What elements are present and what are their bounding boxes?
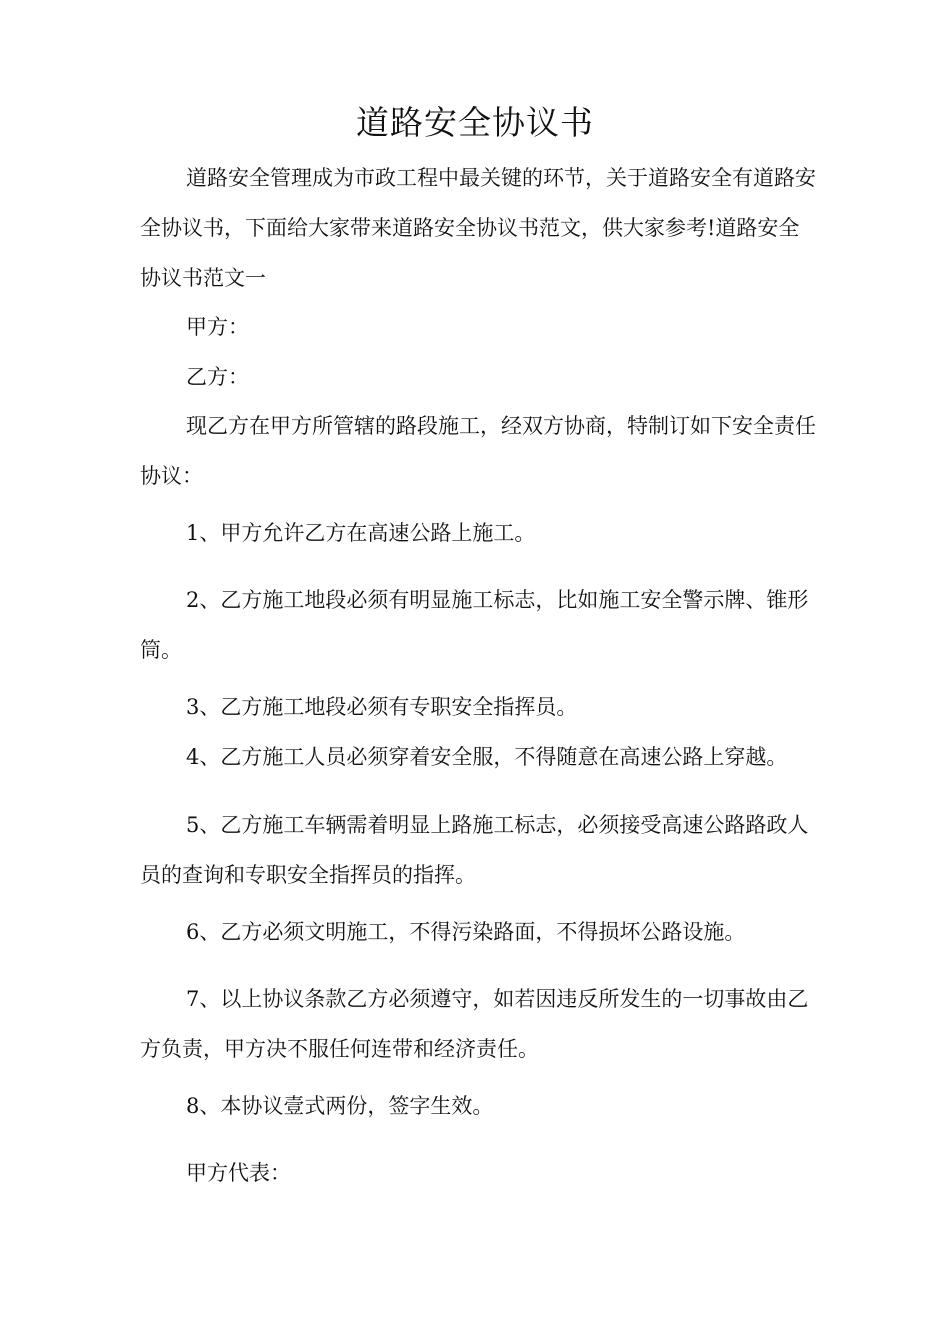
clause-1: 1、甲方允许乙方在高速公路上施工。 [186,521,536,545]
party-a-line: 甲方： [186,315,249,339]
clause-6: 6、乙方必须文明施工，不得污染路面，不得损坏公路设施。 [186,920,746,944]
party-a-representative: 甲方代表： [186,1161,291,1185]
clause-4: 4、乙方施工人员必须穿着安全服，不得随意在高速公路上穿越。 [186,745,788,769]
clause-8: 8、本协议壹式两份，签字生效。 [186,1094,494,1118]
preamble-paragraph: 现乙方在甲方所管辖的路段施工，经双方协商，特制订如下安全责任协议： [140,414,816,488]
clause-7: 7、以上协议条款乙方必须遵守，如若因违反所发生的一切事故由乙方负责，甲方决不服任何连带和经济责任。 [140,987,809,1061]
clause-5: 5、乙方施工车辆需着明显上路施工标志，必须接受高速公路路政人员的查询和专职安全指挥员的指挥。 [140,813,809,887]
party-b-line: 乙方： [186,365,249,389]
clause-2: 2、乙方施工地段必须有明显施工标志，比如施工安全警示牌、锥形筒。 [140,588,809,662]
clause-3: 3、乙方施工地段必须有专职安全指挥员。 [186,695,578,719]
document-title: 道路安全协议书 [356,103,594,142]
intro-paragraph: 道路安全管理成为市政工程中最关键的环节，关于道路安全有道路安全协议书，下面给大家带来道路安全协议书范文，供大家参考!道路安全协议书范文一 [140,166,816,290]
